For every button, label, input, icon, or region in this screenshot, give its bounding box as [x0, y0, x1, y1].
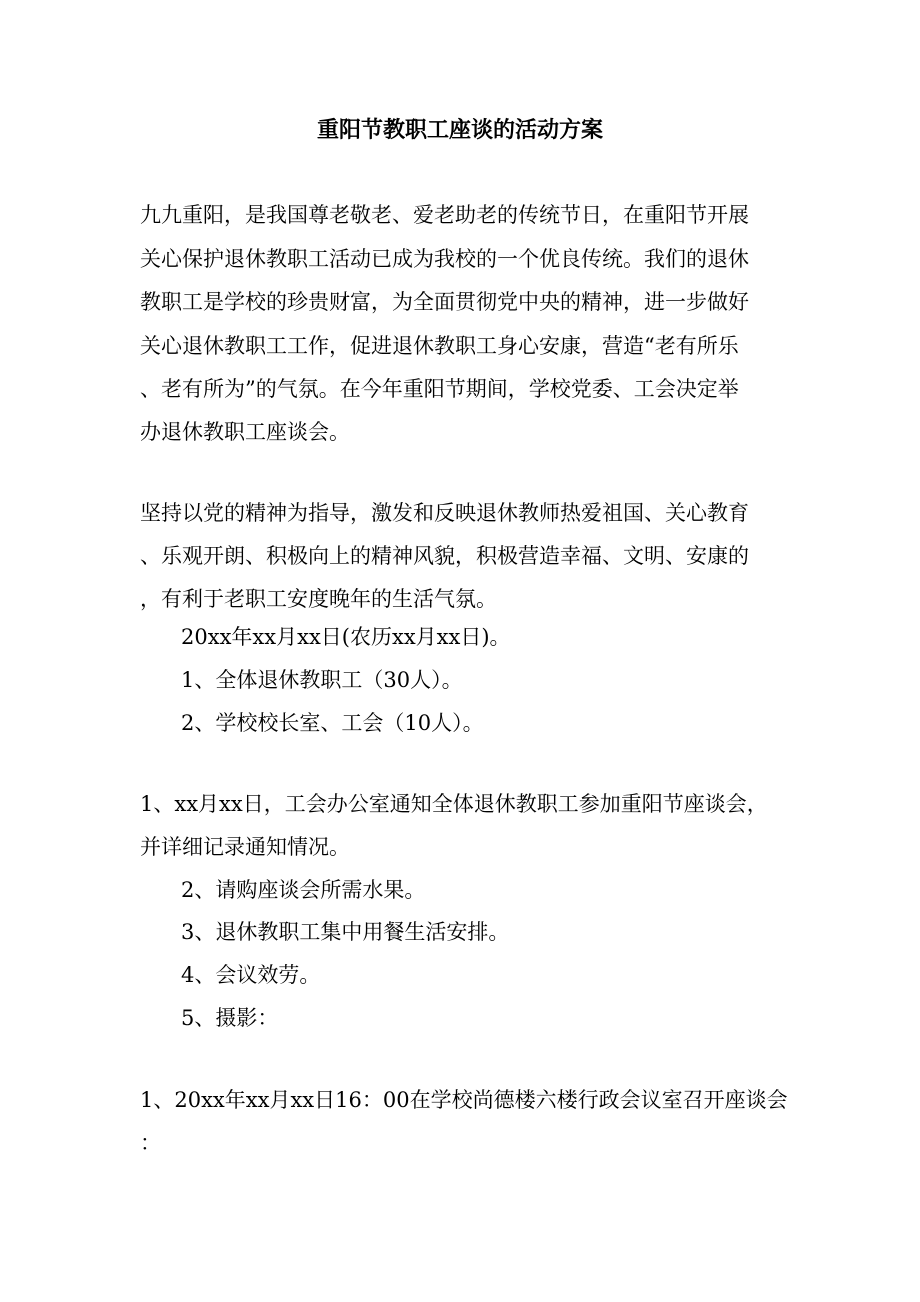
text-line: 、乐观开朗、积极向上的精神风貌，积极营造幸福、文明、安康的 [140, 544, 749, 568]
text-line: 4、会议效劳。 [181, 963, 321, 987]
text-line: 九九重阳，是我国尊老敬老、爱老助老的传统节日，在重阳节开展 [140, 203, 749, 227]
text-line: 1、20xx年xx月xx日16：00在学校尚德楼六楼行政会议室召开座谈会 [140, 1088, 788, 1112]
text-line: 2、学校校长室、工会（10人）。 [181, 711, 484, 735]
text-line: 20xx年xx月xx日(农历xx月xx日)。 [181, 625, 511, 649]
text-line: 办退休教职工座谈会。 [140, 420, 350, 444]
text-line: 关心退休教职工工作，促进退休教职工身心安康，营造“老有所乐 [140, 334, 739, 358]
text-line: ，有利于老职工安度晚年的生活气氛。 [140, 587, 497, 611]
document-title: 重阳节教职工座谈的活动方案 [316, 117, 603, 143]
text-line: 、老有所为”的气氛。在今年重阳节期间，学校党委、工会决定举 [140, 377, 739, 401]
text-line: 1、全体退休教职工（30人）。 [181, 668, 463, 692]
text-line: 1、xx月xx日，工会办公室通知全体退休教职工参加重阳节座谈会， [140, 792, 768, 816]
text-line: 教职工是学校的珍贵财富，为全面贯彻党中央的精神，进一步做好 [140, 290, 749, 314]
text-line: 坚持以党的精神为指导，激发和反映退休教师热爱祖国、关心教育 [140, 501, 749, 525]
text-line: 5、摄影： [181, 1006, 279, 1030]
text-line: 并详细记录通知情况。 [140, 835, 350, 859]
text-line: 关心保护退休教职工活动已成为我校的一个优良传统。我们的退休 [140, 247, 749, 271]
text-line: ： [140, 1131, 161, 1155]
text-line: 2、请购座谈会所需水果。 [181, 878, 426, 902]
text-line: 3、退休教职工集中用餐生活安排。 [181, 920, 510, 944]
